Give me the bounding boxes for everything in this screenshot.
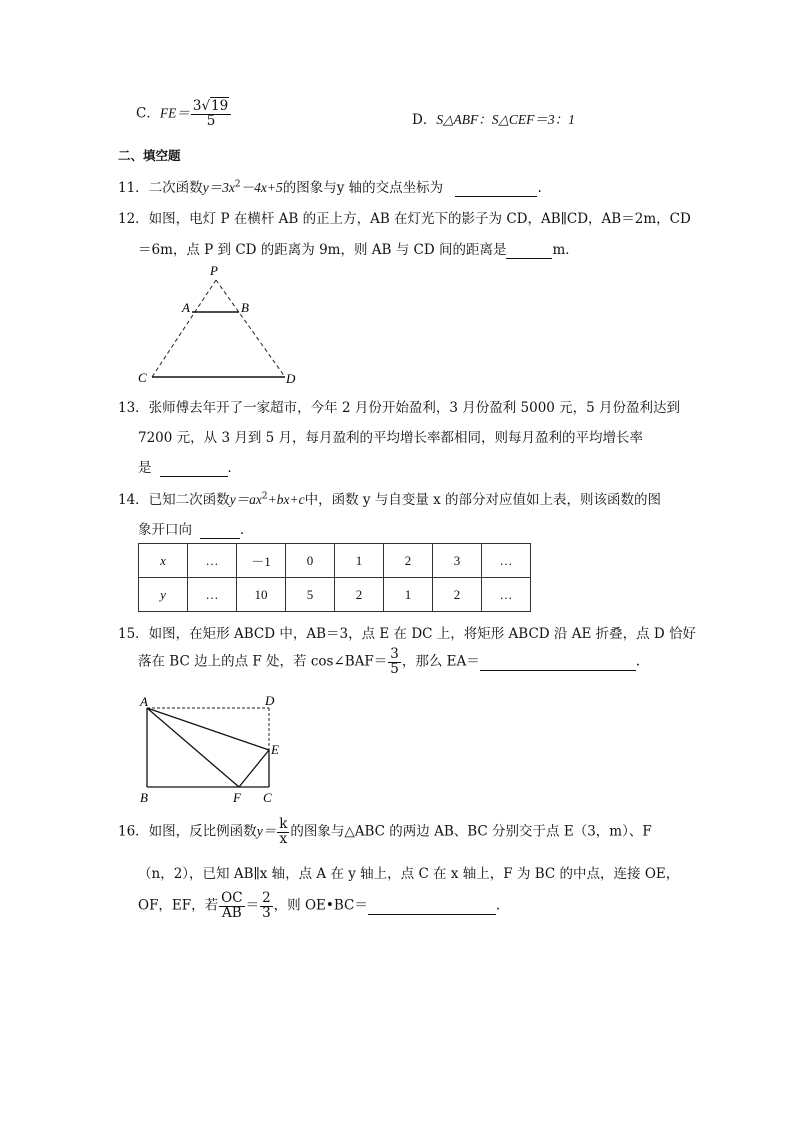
q16-line3 [138,892,500,920]
q12-label-c: C [138,370,147,385]
q13-line3-text: 是 [138,460,152,476]
q16-frac3-num: 2 [262,890,271,906]
q12-line1: 12．如图，电灯 P 在横杆 AB 的正上方，AB 在灯光下的影子为 CD，AB∥CD，AB＝2m，CD [118,211,691,227]
table-header-x: x [139,544,188,578]
q15-line2-end: . [635,653,641,670]
q14-line2-end: ． [240,522,254,538]
table-cell: 1 [384,578,433,612]
table-cell: … [188,578,237,612]
q16-value-fraction [260,892,273,920]
q15-line1: 15．如图，在矩形 ABCD 中，AB＝3，点 E 在 DC 上，将矩形 ABCD 沿 AE 折叠，点 D 恰好 [118,626,697,642]
q10-c-den: 5 [206,112,216,129]
q16-frac3-den: 3 [262,904,271,921]
q14-line2-text: 象开口向 [138,522,192,538]
q15-fraction [388,648,401,676]
q11-answer-blank[interactable] [455,180,537,197]
q12-line2-end: m． [552,242,579,258]
q10-option-c [136,100,232,128]
table-cell: 5 [286,578,335,612]
q12-line-pc [152,280,216,377]
q10-c-coef: 3 [192,98,202,114]
q13-line2: 7200 元，从 3 月到 5 月，每月盈利的平均增长率都相同，则每月盈利的平均增长率 [138,430,643,446]
q16-pre: 16．如图，反比例函数 [118,823,257,840]
table-header-y: y [139,578,188,612]
q11 [118,176,542,197]
q14-value-table [138,543,531,612]
q11-func-rest: －4x+5 [240,180,283,195]
q12-answer-blank[interactable] [506,242,552,259]
q14-line1 [118,488,661,508]
q12-label-d: D [286,371,296,386]
q10-c-lhs: FE＝ [159,105,190,121]
q15-line2-mid: ，那么 EA＝ [401,653,480,670]
q15-segment-af [147,708,239,787]
q16-line3-mid: ，则 OE•BC＝ [273,897,368,914]
q14-post: 中，函数 y 与自变量 x 的部分对应值如上表，则该函数的图 [304,492,662,508]
table-row [139,544,531,578]
table-cell: 2 [335,578,384,612]
table-row [139,578,531,612]
q15-line2-text: 落在 BC 边上的点 F 处，若 cos∠BAF＝ [138,653,388,670]
q10-c-fraction: $\frac{3√19}{5}$ [191,100,231,128]
q10-d-text: S△ABF：S△CEF＝3：1 [436,112,575,127]
q15-figure [135,692,290,806]
q16-line3-end: . [495,897,501,914]
q15-segment-ae [147,708,269,750]
table-cell: 1 [335,544,384,578]
q12-line-pd [216,280,285,377]
q15-label-f: F [233,790,241,805]
q16-frac2-num: OC [221,890,243,906]
q11-exp: 2 [234,179,241,190]
q16-frac-den: x [279,830,288,847]
table-cell: … [482,578,531,612]
q15-frac-den: 5 [390,660,399,677]
q14-exp: 2 [261,491,268,502]
section-title: 二、填空题 [118,148,181,163]
q12-label-p: P [210,263,218,278]
q16-frac-num: k [279,816,288,832]
q16-answer-blank[interactable] [368,898,496,915]
q12-line2 [138,238,579,259]
q14-line2 [138,518,254,539]
q16-ratio-fraction [219,892,244,920]
q16-line3-eq: ＝ [245,897,260,914]
q13-line1: 13．张师傅去年开了一家超市，今年 2 月份开始盈利，3 月份盈利 5000 元，5 月份盈利达到 [118,400,681,416]
q14-answer-blank[interactable] [200,522,240,539]
q16-func: y＝ [256,823,277,839]
q15-line2 [138,648,640,676]
q16-frac2-den: AB [222,904,242,921]
q15-label-a: A [140,694,148,709]
q14-func: y＝ax [229,492,262,507]
q15-label-d: D [265,693,275,708]
q15-segment-fe [239,750,269,787]
q10-c-radicand: 19 [211,98,229,114]
q11-end: . [537,180,542,196]
q16-post: 的图象与△ABC 的两边 AB、BC 分别交于点 E（3，m）、F [290,823,652,840]
q12-label-a: A [182,300,190,315]
q15-frac-num: 3 [390,646,399,662]
table-cell: －1 [237,544,286,578]
q10-d-label: D． [412,112,437,128]
table-cell: 0 [286,544,335,578]
table-cell: 10 [237,578,286,612]
q15-answer-blank[interactable] [480,654,636,671]
q10-option-d [412,108,575,128]
q16-line1 [118,818,652,846]
q12-line2-text: ＝6m，点 P 到 CD 的距离为 9m，则 AB 与 CD 间的距离是 [138,242,507,258]
q11-num: 11． [118,180,149,196]
q10-c-label: C． [136,105,160,122]
q16-line2: （n，2），已知 AB∥x 轴，点 A 在 y 轴上，点 C 在 x 轴上，F 为 BC 的中点，连接 OE， [138,866,680,882]
q13-answer-blank[interactable] [160,460,228,477]
table-cell: … [482,544,531,578]
table-cell: … [188,544,237,578]
q11-func: y＝3x [202,180,235,195]
table-cell: 3 [433,544,482,578]
table-cell: 2 [433,578,482,612]
q14-pre: 14．已知二次函数 [118,492,230,508]
q12-label-b: B [241,300,249,315]
q16-line3-text: OF，EF，若 [138,897,219,914]
q11-pre: 二次函数 [148,180,203,196]
q11-post: 的图象与y 轴的交点坐标为 [282,180,444,196]
table-cell: 2 [384,544,433,578]
q13-line3 [138,456,241,477]
q15-label-e: E [271,742,279,757]
q15-label-c: C [263,790,272,805]
q14-func-rest: +bx+c [267,492,305,507]
q16-fraction [277,818,289,846]
q13-line3-end: ． [227,460,241,476]
q15-label-b: B [140,790,148,805]
q12-figure [130,260,310,388]
